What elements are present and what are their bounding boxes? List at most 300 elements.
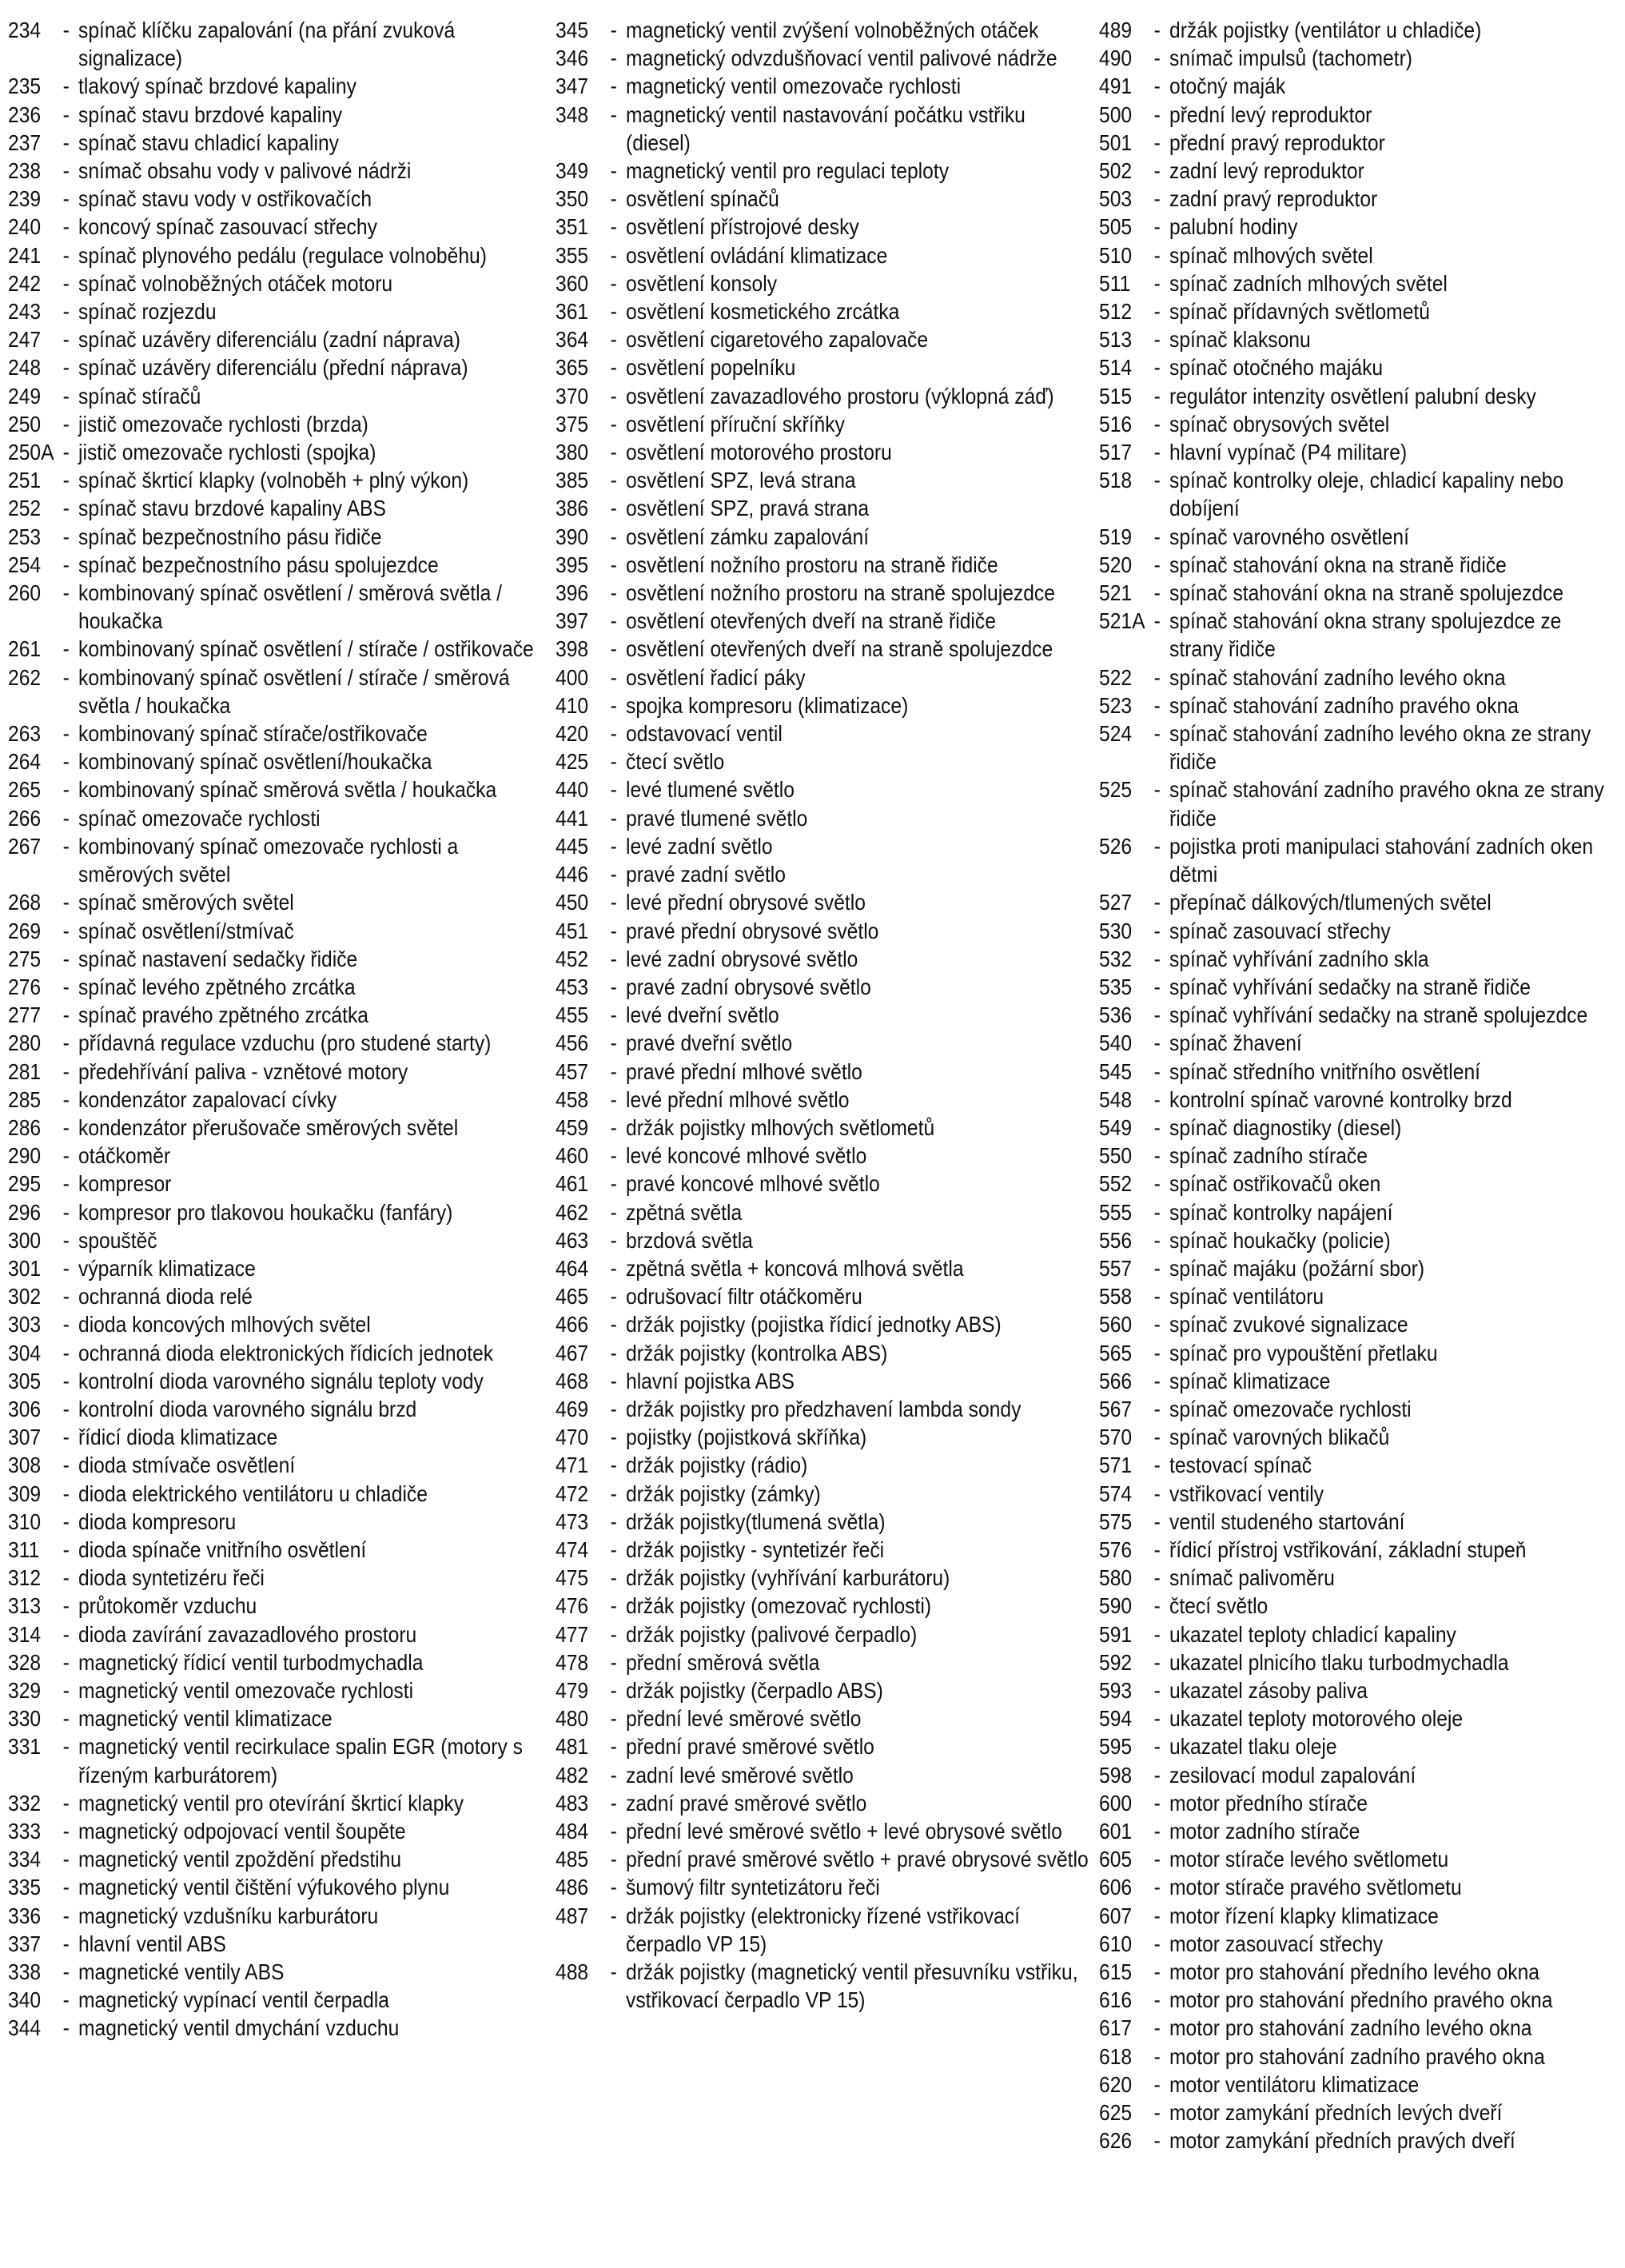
entry-description: spínač zadních mlhových světel [1169, 270, 1448, 296]
entry-description: osvětlení SPZ, pravá strana [626, 496, 870, 521]
legend-entry [556, 832, 1095, 860]
entry-dash: - [62, 1143, 70, 1169]
legend-entry [556, 16, 1095, 44]
legend-entry [8, 1198, 552, 1226]
legend-entry [556, 1395, 1095, 1423]
legend-entry [1099, 382, 1615, 410]
entry-dash: - [610, 918, 617, 943]
entry-number: 260 [8, 580, 42, 606]
entry-dash: - [610, 1762, 617, 1788]
entry-dash: - [610, 1790, 617, 1816]
legend-entry [8, 1958, 552, 1986]
entry-number: 332 [8, 1790, 42, 1816]
entry-dash: - [1153, 299, 1161, 325]
entry-number: 455 [556, 1002, 589, 1028]
legend-entry [556, 1648, 1095, 1676]
entry-description: dioda spínače vnitřního osvětlení [78, 1537, 367, 1562]
entry-description: spínač klíčku zapalování (na přání zvuková signalizace) [78, 18, 456, 71]
entry-dash: - [62, 496, 70, 521]
entry-description: držák pojistky (zámky) [626, 1481, 821, 1506]
entry-dash: - [62, 1284, 70, 1309]
entry-number: 264 [8, 749, 42, 775]
entry-number: 303 [8, 1312, 42, 1337]
entry-dash: - [610, 1509, 617, 1534]
entry-dash: - [1153, 1790, 1161, 1816]
legend-entry [8, 1902, 552, 1930]
legend-entry [556, 860, 1095, 888]
entry-number: 410 [556, 692, 589, 718]
entry-description: spouštěč [78, 1227, 157, 1253]
entry-number: 386 [556, 496, 589, 521]
entry-dash: - [1153, 383, 1161, 409]
entry-dash: - [62, 749, 70, 775]
entry-description: držák pojistky (magnetický ventil přesuvníku vstřiku, vstřikovací čerpadlo VP 15) [626, 1959, 1078, 2013]
legend-entry [556, 1817, 1095, 1845]
entry-dash: - [1153, 692, 1161, 718]
legend-entry [1099, 129, 1615, 157]
entry-description: motor zamykání předních levých dveří [1169, 2100, 1503, 2126]
entry-number: 567 [1099, 1396, 1133, 1421]
entry-description: ochranná dioda relé [78, 1284, 253, 1309]
entry-number: 242 [8, 270, 42, 296]
entry-number: 236 [8, 102, 42, 127]
legend-entry [556, 1592, 1095, 1620]
entry-description: magnetický ventil zpoždění předstihu [78, 1847, 402, 1872]
entry-number: 445 [556, 833, 589, 859]
entry-description: držák pojistky pro předzhavení lambda sondy [626, 1396, 1022, 1421]
legend-entry [1099, 241, 1615, 269]
entry-dash: - [610, 692, 617, 718]
entry-description: motor pro stahování zadního pravého okna [1169, 2043, 1545, 2069]
entry-description: magnetický ventil omezovače rychlosti [78, 1677, 414, 1703]
entry-dash: - [62, 158, 70, 184]
entry-description: zpětná světla + koncová mlhová světla [626, 1255, 964, 1281]
entry-dash: - [1153, 1030, 1161, 1056]
legend-entry [1099, 1536, 1615, 1564]
entry-description: osvětlení nožního prostoru na straně spolujezdce [626, 580, 1055, 606]
entry-number: 595 [1099, 1734, 1133, 1760]
entry-number: 593 [1099, 1677, 1133, 1703]
entry-description: magnetický ventil pro otevírání škrticí klapky [78, 1790, 464, 1816]
entry-number: 477 [556, 1621, 589, 1647]
entry-number: 601 [1099, 1819, 1133, 1843]
entry-description: motor předního stírače [1169, 1790, 1368, 1816]
entry-dash: - [1153, 946, 1161, 971]
entry-description: motor řízení klapky klimatizace [1169, 1903, 1439, 1928]
entry-dash: - [62, 102, 70, 127]
legend-entry [556, 382, 1095, 410]
entry-number: 307 [8, 1425, 42, 1450]
entry-dash: - [62, 1086, 70, 1112]
legend-entry [8, 1367, 552, 1395]
entry-number: 491 [1099, 74, 1133, 99]
entry-dash: - [62, 1453, 70, 1478]
entry-dash: - [610, 102, 617, 127]
legend-entry [1099, 551, 1615, 579]
legend-entry [1099, 945, 1615, 973]
entry-dash: - [1153, 1086, 1161, 1112]
entry-number: 364 [556, 327, 589, 353]
entry-number: 516 [1099, 411, 1133, 436]
legend-entry [1099, 1282, 1615, 1310]
legend-entry [1099, 1845, 1615, 1873]
entry-dash: - [1153, 2043, 1161, 2069]
entry-number: 565 [1099, 1340, 1133, 1365]
entry-number: 616 [1099, 1987, 1133, 2013]
entry-number: 425 [556, 749, 589, 775]
entry-description: spínač omezovače rychlosti [1169, 1396, 1412, 1421]
entry-dash: - [62, 1959, 70, 1985]
entry-number: 625 [1099, 2100, 1133, 2126]
entry-dash: - [62, 1931, 70, 1956]
entry-dash: - [62, 636, 70, 662]
legend-column-2 [556, 16, 1095, 2014]
entry-dash: - [62, 1227, 70, 1253]
entry-description: kombinovaný spínač osvětlení/houkačka [78, 749, 432, 775]
legend-entry [556, 297, 1095, 325]
entry-number: 610 [1099, 1931, 1133, 1956]
entry-number: 473 [556, 1509, 589, 1534]
entry-dash: - [62, 2015, 70, 2041]
legend-entry [556, 1254, 1095, 1282]
entry-number: 250 [8, 411, 42, 436]
entry-description: spínač stahování zadního levého okna ze strany řidiče [1169, 721, 1591, 775]
entry-number: 557 [1099, 1255, 1133, 1281]
entry-number: 281 [8, 1058, 42, 1084]
entry-dash: - [1153, 1199, 1161, 1225]
entry-description: spínač stahování okna na straně spolujezdce [1169, 580, 1564, 606]
legend-entry [1099, 438, 1615, 466]
entry-description: spínač stahování zadního pravého okna ze strany řidiče [1169, 777, 1604, 831]
legend-entry [556, 1789, 1095, 1817]
entry-number: 361 [556, 299, 589, 325]
legend-entry [1099, 213, 1615, 241]
entry-dash: - [1153, 1987, 1161, 2013]
legend-entry [556, 1058, 1095, 1086]
entry-number: 481 [556, 1734, 589, 1760]
entry-dash: - [1153, 270, 1161, 296]
entry-number: 452 [556, 946, 589, 971]
entry-dash: - [1153, 2015, 1161, 2041]
entry-number: 370 [556, 383, 589, 409]
legend-entry [556, 607, 1095, 635]
entry-description: osvětlení popelníku [626, 355, 796, 381]
legend-entry [1099, 607, 1615, 663]
entry-dash: - [1153, 2100, 1161, 2126]
legend-entry [556, 1536, 1095, 1564]
entry-number: 396 [556, 580, 589, 606]
entry-dash: - [62, 777, 70, 803]
entry-description: levé dveřní světlo [626, 1002, 779, 1028]
entry-dash: - [1153, 608, 1161, 634]
entry-number: 330 [8, 1706, 42, 1732]
entry-dash: - [1153, 777, 1161, 803]
entry-number: 338 [8, 1959, 42, 1985]
entry-number: 483 [556, 1790, 589, 1816]
entry-dash: - [1153, 1649, 1161, 1675]
legend-entry [556, 888, 1095, 916]
entry-dash: - [1153, 974, 1161, 999]
entry-description: přední levé směrové světlo + levé obrysové světlo [626, 1819, 1062, 1843]
legend-entry [556, 1001, 1095, 1029]
entry-description: spínač zvukové signalizace [1169, 1312, 1408, 1337]
entry-description: spojka kompresoru (klimatizace) [626, 692, 909, 718]
entry-number: 280 [8, 1030, 42, 1056]
entry-dash: - [610, 805, 617, 831]
legend-entry [8, 101, 552, 129]
entry-description: spínač diagnostiky (diesel) [1169, 1114, 1402, 1140]
entry-number: 309 [8, 1481, 42, 1506]
entry-dash: - [610, 862, 617, 887]
entry-description: snímač palivoměru [1169, 1565, 1335, 1591]
entry-dash: - [1153, 242, 1161, 268]
entry-number: 532 [1099, 946, 1133, 971]
legend-entry [8, 213, 552, 241]
entry-description: zadní levý reproduktor [1169, 158, 1364, 184]
legend-entry [1099, 1086, 1615, 1114]
entry-description: spínač levého zpětného zrcátka [78, 974, 356, 999]
legend-entry [8, 664, 552, 719]
entry-dash: - [610, 1284, 617, 1309]
legend-entry [556, 523, 1095, 551]
entry-dash: - [1153, 2128, 1161, 2154]
entry-description: magnetický ventil čištění výfukového plynu [78, 1875, 450, 1900]
entry-number: 519 [1099, 524, 1133, 549]
entry-number: 520 [1099, 552, 1133, 577]
legend-entry [8, 1676, 552, 1704]
entry-description: spínač zasouvací střechy [1169, 918, 1391, 943]
entry-number: 349 [556, 158, 589, 184]
legend-entry [1099, 888, 1615, 916]
legend-entry [8, 1536, 552, 1564]
entry-dash: - [62, 1593, 70, 1619]
entry-description: magnetický vzdušníku karburátoru [78, 1903, 379, 1928]
legend-entry [1099, 1508, 1615, 1536]
entry-number: 480 [556, 1706, 589, 1732]
entry-dash: - [62, 974, 70, 999]
entry-description: čtecí světlo [1169, 1593, 1269, 1619]
entry-number: 530 [1099, 918, 1133, 943]
entry-description: držák pojistky (omezovač rychlosti) [626, 1593, 932, 1619]
legend-entry [556, 945, 1095, 973]
entry-dash: - [610, 890, 617, 915]
legend-entry [1099, 1198, 1615, 1226]
entry-dash: - [62, 1734, 70, 1760]
entry-number: 253 [8, 524, 42, 549]
legend-entry [556, 692, 1095, 719]
legend-entry [8, 325, 552, 353]
entry-description: palubní hodiny [1169, 214, 1298, 240]
legend-entry [8, 1704, 552, 1732]
entry-dash: - [62, 1875, 70, 1900]
entry-dash: - [1153, 552, 1161, 577]
entry-description: přední levý reproduktor [1169, 102, 1372, 127]
legend-entry [1099, 1873, 1615, 1901]
entry-dash: - [610, 1425, 617, 1450]
legend-entry [556, 1845, 1095, 1873]
entry-number: 594 [1099, 1706, 1133, 1732]
entry-description: spínač osvětlení/stmívač [78, 918, 294, 943]
entry-description: dioda elektrického ventilátoru u chladiče [78, 1481, 428, 1506]
entry-number: 365 [556, 355, 589, 381]
entry-dash: - [610, 1340, 617, 1365]
legend-entry [8, 269, 552, 297]
entry-description: spínač žhavení [1169, 1030, 1302, 1056]
entry-description: ventil studeného startování [1169, 1509, 1405, 1534]
legend-entry [1099, 1339, 1615, 1367]
entry-dash: - [610, 1002, 617, 1028]
entry-number: 390 [556, 524, 589, 549]
entry-dash: - [1153, 524, 1161, 549]
entry-dash: - [62, 946, 70, 971]
entry-description: předehřívání paliva - vznětové motory [78, 1058, 408, 1084]
entry-description: spínač stavu vody v ostřikovačích [78, 186, 372, 212]
entry-number: 460 [556, 1143, 589, 1169]
entry-number: 351 [556, 214, 589, 240]
legend-entry [556, 494, 1095, 522]
entry-description: přední pravé směrové světlo [626, 1734, 874, 1760]
entry-number: 261 [8, 636, 42, 662]
legend-entry [1099, 72, 1615, 100]
entry-number: 375 [556, 411, 589, 436]
entry-dash: - [610, 1227, 617, 1253]
entry-number: 267 [8, 833, 42, 859]
legend-entry [8, 16, 552, 72]
legend-entry [1099, 719, 1615, 775]
entry-number: 337 [8, 1931, 42, 1956]
entry-dash: - [610, 777, 617, 803]
entry-dash: - [1153, 18, 1161, 42]
entry-description: testovací spínač [1169, 1453, 1312, 1478]
legend-entry [8, 241, 552, 269]
entry-dash: - [1153, 1255, 1161, 1281]
entry-dash: - [610, 1481, 617, 1506]
entry-dash: - [1153, 1396, 1161, 1421]
entry-description: levé tlumené světlo [626, 777, 795, 803]
entry-description: přední pravý reproduktor [1169, 130, 1385, 155]
entry-description: držák pojistky (elektronicky řízené vstřikovací čerpadlo VP 15) [626, 1903, 1020, 1956]
entry-dash: - [62, 1030, 70, 1056]
entry-description: přepínač dálkových/tlumených světel [1169, 890, 1492, 915]
legend-entry [1099, 1310, 1615, 1338]
entry-description: dioda zavírání zavazadlového prostoru [78, 1621, 417, 1647]
legend-entry [8, 804, 552, 832]
entry-dash: - [610, 608, 617, 634]
entry-number: 385 [556, 468, 589, 493]
entry-description: ukazatel zásoby paliva [1169, 1677, 1368, 1703]
entry-dash: - [62, 1565, 70, 1591]
entry-description: kontrolní dioda varovného signálu teploty vody [78, 1368, 484, 1393]
entry-description: magnetický odvzdušňovací ventil palivové nádrže [626, 46, 1057, 71]
legend-entry [556, 1367, 1095, 1395]
entry-number: 254 [8, 552, 42, 577]
entry-number: 340 [8, 1987, 42, 2013]
entry-description: držák pojistky (rádio) [626, 1453, 808, 1478]
entry-description: osvětlení řadicí páky [626, 664, 806, 690]
legend-entry [556, 72, 1095, 100]
entry-description: magnetický řídicí ventil turbodmychadla [78, 1649, 424, 1675]
entry-dash: - [62, 805, 70, 831]
entry-number: 446 [556, 862, 589, 887]
entry-description: osvětlení SPZ, levá strana [626, 468, 856, 493]
entry-number: 484 [556, 1819, 589, 1843]
entry-description: zadní pravé směrové světlo [626, 1790, 867, 1816]
entry-number: 474 [556, 1537, 589, 1562]
entry-description: spínač stavu chladicí kapaliny [78, 130, 339, 155]
entry-dash: - [62, 18, 70, 42]
entry-description: snímač impulsů (tachometr) [1169, 46, 1412, 71]
entry-description: držák pojistky(tlumená světla) [626, 1509, 886, 1534]
legend-entry [556, 466, 1095, 494]
entry-number: 350 [556, 186, 589, 212]
entry-number: 591 [1099, 1621, 1133, 1647]
entry-number: 535 [1099, 974, 1133, 999]
legend-entry [556, 719, 1095, 747]
entry-number: 464 [556, 1255, 589, 1281]
entry-number: 457 [556, 1058, 589, 1084]
legend-entry [556, 1086, 1095, 1114]
entry-description: přední pravé směrové světlo + pravé obrysové světlo [626, 1847, 1089, 1872]
legend-entry [8, 466, 552, 494]
entry-description: dioda stmívače osvětlení [78, 1453, 296, 1478]
legend-entry [8, 185, 552, 213]
entry-dash: - [62, 1396, 70, 1421]
legend-entry [1099, 917, 1615, 945]
legend-entry [8, 579, 552, 635]
legend-entry [8, 1648, 552, 1676]
entry-dash: - [62, 1819, 70, 1843]
legend-entry [1099, 1142, 1615, 1170]
entry-description: kontrolní spínač varovné kontrolky brzd [1169, 1086, 1512, 1112]
entry-description: spínač kontrolky napájení [1169, 1199, 1393, 1225]
entry-number: 276 [8, 974, 42, 999]
entry-number: 462 [556, 1199, 589, 1225]
entry-dash: - [610, 242, 617, 268]
entry-dash: - [610, 552, 617, 577]
legend-entry [556, 157, 1095, 185]
entry-dash: - [1153, 1959, 1161, 1985]
legend-entry [8, 1451, 552, 1479]
entry-dash: - [1153, 1875, 1161, 1900]
legend-entry [1099, 1001, 1615, 1029]
entry-number: 249 [8, 383, 42, 409]
legend-entry [8, 832, 552, 888]
entry-dash: - [1153, 833, 1161, 859]
legend-entry [1099, 1930, 1615, 1958]
legend-entry [8, 1086, 552, 1114]
entry-number: 503 [1099, 186, 1133, 212]
legend-entry [8, 494, 552, 522]
entry-description: dioda kompresoru [78, 1509, 237, 1534]
entry-dash: - [1153, 1284, 1161, 1309]
entry-dash: - [610, 1677, 617, 1703]
entry-dash: - [610, 411, 617, 436]
entry-number: 252 [8, 496, 42, 521]
entry-number: 540 [1099, 1030, 1133, 1056]
entry-dash: - [610, 1593, 617, 1619]
entry-number: 476 [556, 1593, 589, 1619]
entry-dash: - [62, 440, 70, 465]
entry-dash: - [1153, 411, 1161, 436]
entry-dash: - [62, 1312, 70, 1337]
legend-entry [556, 664, 1095, 692]
entry-dash: - [1153, 2071, 1161, 2097]
entry-dash: - [610, 1847, 617, 1872]
entry-dash: - [610, 158, 617, 184]
entry-dash: - [1153, 918, 1161, 943]
entry-description: čtecí světlo [626, 749, 725, 775]
entry-description: kombinovaný spínač osvětlení / stírače / směrová světla / houkačka [78, 664, 510, 718]
